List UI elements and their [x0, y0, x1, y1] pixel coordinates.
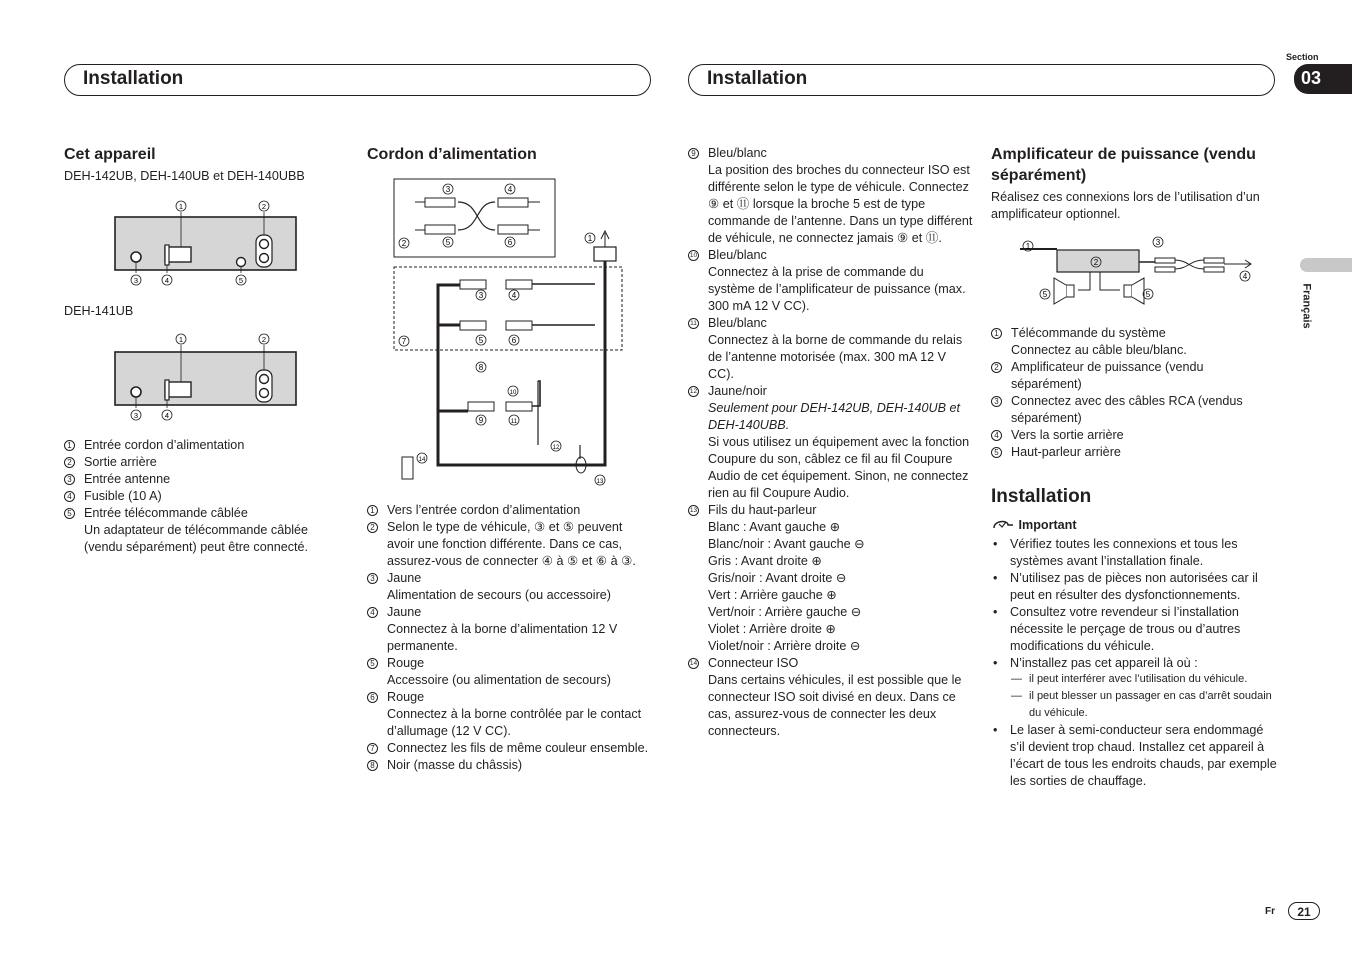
list-item: • N’utilisez pas de pièces non autorisées car il peut en résulter des dysfonctionnements. — [991, 570, 1281, 604]
wire-legend-list — [688, 145, 973, 740]
list-item: 5 Entrée télécommande câblée Un adaptateur de télécommande câblée (vendu séparément) peut être connecté. — [64, 505, 334, 556]
section-label: Section — [1286, 52, 1319, 62]
svg-text:3: 3 — [445, 185, 451, 194]
list-item: 9 Bleu/blanc La position des broches du connecteur ISO est différente selon le type de véhicule. Connectez ⑨ et ⑪ lorsque la broche 5 est de type commande de l’antenne. Dans un type différent de véhicule, ne connectez jamais ⑨ et ⑪. — [688, 145, 973, 247]
svg-text:3: 3 — [478, 291, 484, 300]
list-item: 1 Vers l’entrée cordon d’alimentation — [367, 502, 652, 519]
svg-text:4: 4 — [507, 185, 513, 194]
svg-text:14: 14 — [418, 457, 426, 463]
svg-text:3: 3 — [133, 411, 139, 420]
models-a: DEH-142UB, DEH-140UB et DEH-140UBB — [64, 169, 305, 183]
section-number-badge — [1294, 64, 1352, 94]
amplifier-diagram — [1010, 232, 1265, 312]
label-1: 1 — [178, 202, 184, 211]
list-item: — il peut interférer avec l’utilisation du véhicule. — [991, 671, 1281, 688]
list-item: • Le laser à semi-conducteur sera endommagé s’il devient trop chaud. Installez cet appareil à l’écart de tous les endroits chauds, par exemple les sorties de chauffage. — [991, 722, 1281, 790]
right-section-header — [688, 64, 1275, 96]
list-item: 13 Fils du haut-parleur Blanc : Avant gauche ⊕ Blanc/noir : Avant gauche ⊖ Gris : Avant droite ⊕ Gris/noir : Avant droite ⊖ Vert : Arrière gauche ⊕ Vert/noir : Arrière gauche ⊖ Violet : Arrière droite ⊕ Violet/noir : Arrière droite ⊖ — [689, 503, 865, 653]
power-cord-diagram — [390, 175, 630, 490]
models-b: DEH-141UB — [64, 304, 134, 318]
svg-text:4: 4 — [1242, 272, 1248, 281]
installation-last-bullet — [991, 722, 1281, 790]
list-item: 1 Entrée cordon d’alimentation — [64, 437, 334, 454]
important-note — [991, 517, 1077, 532]
cordon-title: Cordon d’alimentation — [367, 146, 537, 163]
svg-text:9: 9 — [478, 416, 484, 425]
svg-text:5: 5 — [1042, 290, 1048, 299]
list-item: 7 Connectez les fils de même couleur ensemble. — [367, 740, 652, 757]
amp-legend-list — [991, 325, 1276, 461]
list-item: 3 Jaune Alimentation de secours (ou accessoire) — [367, 570, 652, 604]
svg-text:5: 5 — [445, 238, 451, 247]
list-item: 10 Bleu/blanc Connectez à la prise de commande du système de l’amplificateur de puissance (max. 300 mA 12 V CC). — [689, 248, 966, 313]
important-icon — [991, 517, 1015, 531]
footer-lang-code: Fr — [1265, 906, 1275, 917]
language-tab — [1300, 258, 1352, 272]
list-item: 2 Amplificateur de puissance (vendu séparément) — [991, 359, 1276, 393]
page-number-badge — [1288, 902, 1320, 920]
installation-dashes — [991, 671, 1281, 722]
svg-text:11: 11 — [510, 419, 518, 425]
unit-rear-diagram-a — [100, 195, 310, 290]
list-item: • Vérifiez toutes les connexions et tous les systèmes avant l’installation finale. — [991, 536, 1281, 570]
left-section-title: Installation — [83, 68, 184, 89]
installation-bullets — [991, 536, 1281, 672]
language-label: Français — [1300, 283, 1313, 329]
important-label: Important — [1018, 518, 1077, 532]
label-2: 2 — [261, 202, 267, 211]
list-item: 8 Noir (masse du châssis) — [367, 757, 652, 774]
svg-text:10: 10 — [509, 390, 517, 396]
svg-text:5: 5 — [478, 336, 484, 345]
cordon-legend-list — [367, 502, 652, 774]
svg-text:4: 4 — [511, 291, 517, 300]
svg-text:1: 1 — [1025, 242, 1031, 251]
svg-text:2: 2 — [1093, 258, 1099, 267]
svg-text:5: 5 — [1145, 290, 1151, 299]
amp-title: Amplificateur de puissance (vendu séparément) — [991, 146, 1256, 184]
section-number: 03 — [1301, 68, 1322, 88]
list-item: 1 Télécommande du système Connectez au câble bleu/blanc. — [991, 325, 1276, 359]
svg-text:2: 2 — [401, 239, 407, 248]
svg-text:6: 6 — [511, 336, 517, 345]
list-item: 5 Haut-parleur arrière — [991, 444, 1276, 461]
installation-title: Installation — [991, 486, 1092, 507]
cet-appareil-title: Cet appareil — [64, 146, 156, 163]
list-item: 4 Vers la sortie arrière — [991, 427, 1276, 444]
unit-rear-diagram-b — [100, 330, 310, 425]
list-item: 3 Entrée antenne — [64, 471, 334, 488]
list-item: • N’installez pas cet appareil là où : — [991, 655, 1281, 672]
svg-text:3: 3 — [1155, 238, 1161, 247]
svg-text:1: 1 — [587, 234, 593, 243]
unit-legend-list — [64, 437, 334, 556]
svg-text:2: 2 — [261, 335, 267, 344]
svg-text:4: 4 — [164, 411, 170, 420]
page-number: 21 — [1297, 905, 1311, 919]
list-item: 2 Selon le type de véhicule, ③ et ⑤ peuvent avoir une fonction différente. Dans ce cas, assurez-vous de connecter ④ à ⑤ et ⑥ à ③. — [367, 519, 652, 570]
list-item: 5 Rouge Accessoire (ou alimentation de secours) — [367, 655, 652, 689]
svg-text:6: 6 — [507, 238, 513, 247]
list-item: • Consultez votre revendeur si l’installation nécessite le perçage de trous ou d’autres modifications du véhicule. — [991, 604, 1281, 655]
amp-intro: Réalisez ces connexions lors de l’utilisation d’un amplificateur optionnel. — [991, 190, 1260, 221]
list-item: 11 Bleu/blanc Connectez à la borne de commande du relais de l’antenne motorisée (max. 300 mA 12 V CC). — [688, 315, 973, 383]
label-3: 3 — [133, 276, 139, 285]
list-item: 4 Fusible (10 A) — [64, 488, 334, 505]
list-item: 2 Sortie arrière — [64, 454, 334, 471]
svg-text:13: 13 — [596, 479, 604, 485]
list-item: 3 Connectez avec des câbles RCA (vendus séparément) — [991, 393, 1276, 427]
list-item: 6 Rouge Connectez à la borne contrôlée par le contact d’allumage (12 V CC). — [367, 689, 652, 740]
svg-text:12: 12 — [552, 445, 560, 451]
right-section-title: Installation — [707, 68, 808, 89]
svg-text:7: 7 — [401, 337, 407, 346]
left-section-header — [64, 64, 651, 96]
label-5: 5 — [238, 276, 244, 285]
svg-text:8: 8 — [478, 363, 484, 372]
list-item: 14 Connecteur ISO Dans certains véhicules, il est possible que le connecteur ISO soit divisé en deux. Dans ce cas, assurez-vous de connecter les deux connecteurs. — [689, 656, 962, 738]
label-4: 4 — [164, 276, 170, 285]
list-item: 12 Jaune/noir Seulement pour DEH-142UB, DEH-140UB et DEH-140UBB. Si vous utilisez un équipement avec la fonction Coupure du son, câblez ce fil au fil Coupure Audio de cet équipement. Sinon, ne connectez rien au fil Coupure Audio. — [689, 384, 970, 500]
svg-text:1: 1 — [178, 335, 184, 344]
list-item: 4 Jaune Connectez à la borne d’alimentation 12 V permanente. — [367, 604, 652, 655]
list-item: — il peut blesser un passager en cas d’arrêt soudain du véhicule. — [991, 688, 1281, 722]
